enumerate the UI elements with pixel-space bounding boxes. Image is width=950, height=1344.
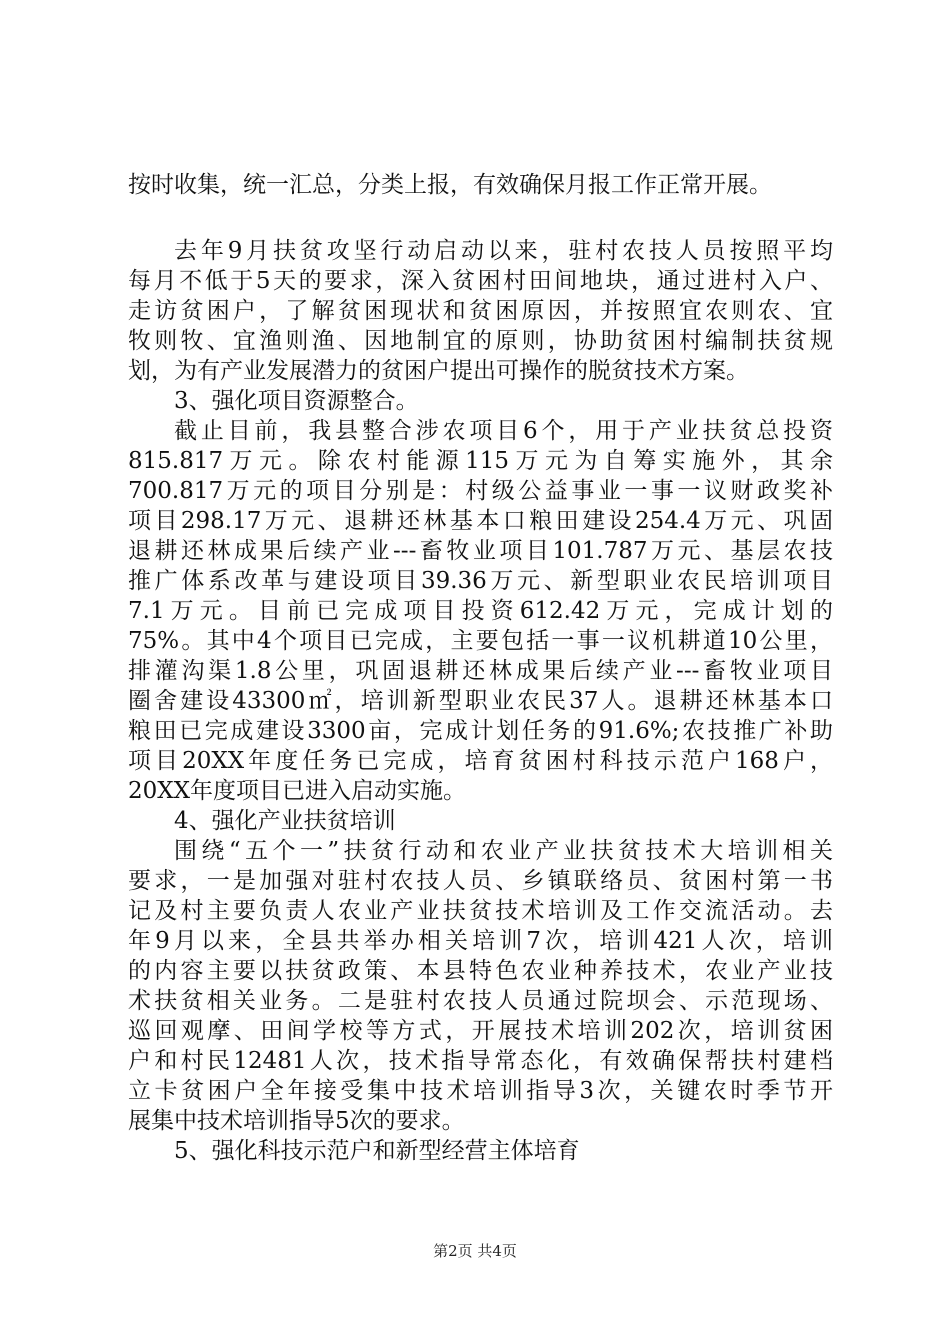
- text-line: 围绕“五个一”扶贫行动和农业产业扶贫技术大培训相关: [174, 838, 833, 864]
- text-line: 排灌沟渠1.8公里，巩固退耕还林成果后续产业---畜牧业项目: [128, 658, 833, 684]
- text-line: 展集中技术培训指导5次的要求。: [128, 1108, 465, 1134]
- text-line: 的内容主要以扶贫政策、本县特色农业种养技术，农业产业技: [128, 958, 833, 984]
- text-line: 记及村主要负责人农业产业扶贫技术培训及工作交流活动。去: [128, 898, 833, 924]
- text-line: 牧则牧、宜渔则渔、因地制宜的原则，协助贫困村编制扶贫规: [128, 328, 833, 354]
- text-line: 截止目前，我县整合涉农项目6个，用于产业扶贫总投资: [174, 418, 833, 444]
- paragraph: [128, 386, 833, 416]
- text-line: 推广体系改革与建设项目39.36万元、新型职业农民培训项目: [128, 568, 833, 594]
- text-line: 走访贫困户，了解贫困现状和贫困原因，并按照宜农则农、宜: [128, 298, 833, 324]
- text-line: 5、强化科技示范户和新型经营主体培育: [174, 1138, 580, 1164]
- text-line: 20XX年度项目已进入启动实施。: [128, 778, 467, 804]
- text-line: 815.817万元。除农村能源115万元为自筹实施外，其余: [128, 448, 833, 474]
- text-line: 术扶贫相关业务。二是驻村农技人员通过院坝会、示范现场、: [128, 988, 833, 1014]
- paragraph: [128, 236, 833, 386]
- text-line: 立卡贫困户全年接受集中技术培训指导3次，关键农时季节开: [128, 1078, 833, 1104]
- text-line: 巡回观摩、田间学校等方式，开展技术培训202次，培训贫困: [128, 1018, 833, 1044]
- text-line: 3、强化项目资源整合。: [174, 388, 419, 414]
- text-line: 7.1万元。目前已完成项目投资612.42万元，完成计划的: [128, 598, 833, 624]
- paragraph: [128, 170, 833, 200]
- text-line: 粮田已完成建设3300亩，完成计划任务的91.6%;农技推广补助: [128, 718, 833, 744]
- text-line: 要求，一是加强对驻村农技人员、乡镇联络员、贫困村第一书: [128, 868, 833, 894]
- document-body: [128, 170, 833, 1166]
- text-line: 户和村民12481人次，技术指导常态化，有效确保帮扶村建档: [128, 1048, 833, 1074]
- text-line: 按时收集，统一汇总，分类上报，有效确保月报工作正常开展。: [128, 172, 772, 198]
- text-line: 75%。其中4个项目已完成，主要包括一事一议机耕道10公里，: [128, 628, 833, 654]
- paragraph-gap: [128, 200, 833, 236]
- text-line: 年9月以来，全县共举办相关培训7次，培训421人次，培训: [128, 928, 833, 954]
- paragraph: [128, 806, 833, 836]
- text-line: 去年9月扶贫攻坚行动启动以来，驻村农技人员按照平均: [174, 238, 833, 264]
- text-line: 4、强化产业扶贫培训: [174, 808, 396, 834]
- text-line: 圈舍建设43300㎡，培训新型职业农民37人。退耕还林基本口: [128, 688, 833, 714]
- paragraph: [128, 836, 833, 1136]
- text-line: 划，为有产业发展潜力的贫困户提出可操作的脱贫技术方案。: [128, 358, 749, 384]
- text-line: 700.817万元的项目分别是：村级公益事业一事一议财政奖补: [128, 478, 833, 504]
- text-line: 项目298.17万元、退耕还林基本口粮田建设254.4万元、巩固: [128, 508, 833, 534]
- paragraph: [128, 416, 833, 806]
- text-line: 每月不低于5天的要求，深入贫困村田间地块，通过进村入户、: [128, 268, 833, 294]
- paragraph: [128, 1136, 833, 1166]
- text-line: 项目20XX年度任务已完成，培育贫困村科技示范户168户，: [128, 748, 833, 774]
- page-footer: 第2页 共4页: [433, 1242, 517, 1260]
- text-line: 退耕还林成果后续产业---畜牧业项目101.787万元、基层农技: [128, 538, 833, 564]
